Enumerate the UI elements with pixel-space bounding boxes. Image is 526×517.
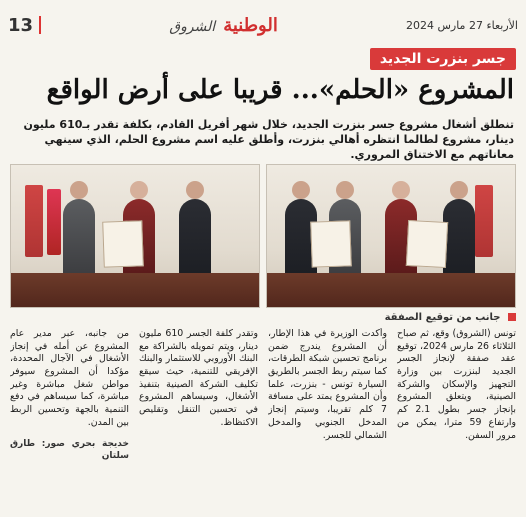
document-icon: [102, 220, 144, 267]
signing-desk: [11, 273, 259, 307]
flag-icon: [475, 185, 493, 257]
topic-banner: جسر بنزرت الجديد: [370, 48, 516, 70]
signing-photo-left: [10, 164, 260, 308]
document-icon: [310, 220, 352, 267]
signing-desk: [267, 273, 515, 307]
page-number-separator: [39, 16, 41, 34]
dateline: الأربعاء 27 مارس 2024: [405, 18, 518, 32]
caption-marker-icon: [508, 313, 516, 321]
flag-icon: [25, 185, 43, 257]
lead-paragraph: تنطلق أشغال مشروع جسر بنزرت الجديد، خلال شهر أفريل القادم، بكلفة تقدر بـ610 مليون دينار، مشروع لطالما انتظره أهالي بنزرت، وأطلق عليه اسم مشروع الحلم، الذي سينهي معاناتهم مع الاختناق المروري.: [23, 118, 514, 161]
photo-caption: [10, 312, 516, 323]
newspaper-name: الشروق: [169, 18, 216, 35]
column-text: تونس (الشروق) وقع، ثم صباح الثلاثاء 26 مارس 2024، توقيع عقد صفقة لإنجاز الجسر الجديد لبنزرت بين وزارة التجهيز والإسكان والشركة الصينية، ويتعلق المشروع بإنجاز جسر بطول 2.1 كم وارتفاع 59 مترا، يمكن من مرور السفن.: [397, 328, 516, 441]
article-columns: [10, 328, 516, 507]
document-icon: [406, 220, 448, 268]
top-header: [8, 8, 518, 42]
photo-strip: [10, 164, 516, 308]
caption-text: جانب من توقيع الصفقة: [384, 312, 501, 323]
article-column-4: [10, 328, 129, 507]
flag-icon: [47, 189, 61, 255]
person: [179, 199, 211, 273]
section-name: الوطنية: [223, 14, 278, 36]
page-number-area: [8, 15, 41, 36]
page-number: 13: [8, 14, 34, 36]
column-text: وتقدر كلفة الجسر 610 مليون دينار، ويتم تمويله بالشراكة مع البنك الأوروبي للاستثمار والبنك الإفريقي للتنمية، حيث سيقع تكليف الشركة الصينية بتنفيذ الأشغال، وسيساهم المشروع في تحسين التنقل وتقليص الاكتظاظ.: [139, 328, 258, 428]
byline: خديجة بحري صور: طارق سلتان: [10, 438, 129, 461]
signing-photo-right: [266, 164, 516, 308]
headline: المشروع «الحلم»... قريبا على أرض الواقع: [46, 75, 514, 105]
person: [63, 199, 95, 273]
column-text: من جانبه، عبر مدير عام المشروع عن أمله في إنجاز الأشغال في الآجال المحددة، مؤكدا أن المشروع سيوفر مواطن شغل مباشرة وغير مباشرة، كما سيساهم في دفع التنمية بالجهة وتحسين الربط بين المدن.: [10, 328, 129, 428]
article-column-1: [397, 328, 516, 507]
person: [443, 199, 475, 273]
brand: [169, 15, 278, 36]
article-column-3: [139, 328, 258, 507]
column-text: وأكدت الوزيرة في هذا الإطار، أن المشروع يندرج ضمن برنامج تحسين شبكة الطرقات، كما سيتم ربط الجسر بالطريق السيارة تونس - بنزرت، علما وأن المشروع يمتد على مسافة 7 كلم تقريبا، وسيتم إنجاز المدخل الجنوبي والمدخل الشمالي للجسر.: [268, 328, 387, 441]
article-column-2: [268, 328, 387, 507]
